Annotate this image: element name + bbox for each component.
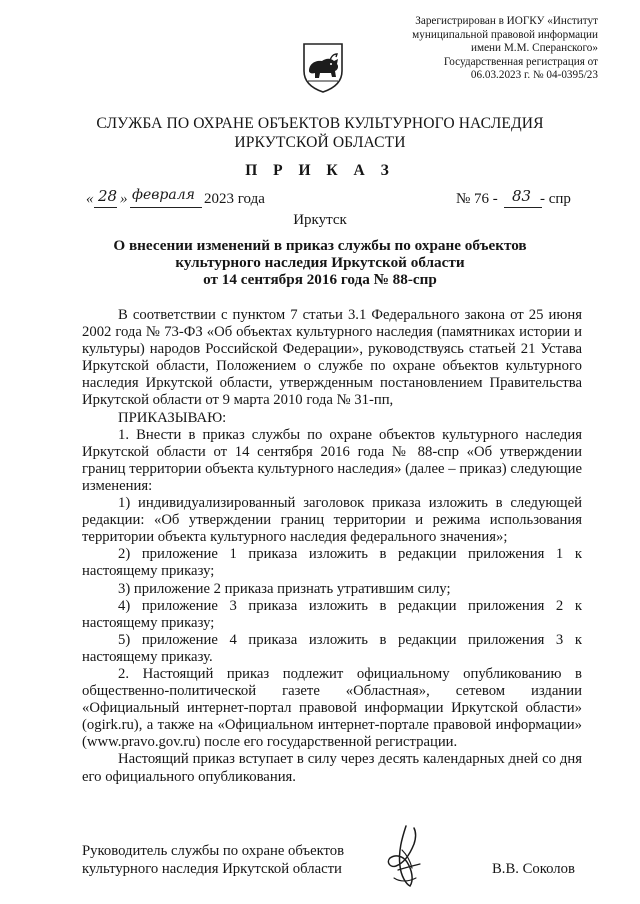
handwritten-signature — [376, 820, 432, 890]
number-prefix: № 76 - — [456, 191, 498, 207]
registration-line: Зарегистрирован в ИОГКУ «Институт — [415, 15, 598, 27]
date-open-quote: « — [86, 191, 94, 207]
paragraph-effective: Настоящий приказ вступает в силу через десять календарных дней со дня его официального опубликования. — [82, 751, 582, 785]
paragraph-subitem-1: 1) индивидуализированный заголовок приказа изложить в следующей редакции: «Об утверждении границ территории и режима использования территории объекта культурного наследия федерального значения»; — [82, 495, 582, 546]
paragraph-preamble: В соответствии с пунктом 7 статьи 3.1 Федерального закона от 25 июня 2002 года № 73-ФЗ «Об объектах культурного наследия (памятниках истории и культуры) народов Российской Федерации», руководствуясь статьей 21 Устава Иркутской области, Положением о службе по охране объектов культурного наследия Иркутской области, утвержденным постановлением Правительства Иркутской области от 9 марта 2010 года № 31-пп, — [82, 307, 582, 409]
paragraph-item-2: 2. Настоящий приказ подлежит официальному опубликованию в общественно-политической газете «Областная», сетевом издании «Официальный интернет-портал правовой информации Иркутской области» (ogirk.ru), а также на «Официальном интернет-портале правовой информации» (www.pravo.gov.ru) после его государственной регистрации. — [82, 665, 582, 751]
date-day-handwritten: 28 — [98, 187, 118, 205]
signatory-position — [82, 843, 344, 878]
paragraph-item-1: 1. Внести в приказ службы по охране объектов культурного наследия Иркутской области от 14 сентября 2016 года № 88-спр «Об утверждении границ территории объекта культурного наследия» (далее – приказ) следующие изменения: — [82, 426, 582, 494]
order-title: П Р И К А З — [245, 162, 395, 179]
agency-line: ИРКУТСКОЙ ОБЛАСТИ — [234, 134, 406, 151]
number-underline — [504, 207, 542, 208]
registration-line: муниципальной правовой информации — [412, 28, 598, 41]
paragraph-order-word: ПРИКАЗЫВАЮ: — [118, 409, 227, 426]
coat-of-arms-icon — [300, 41, 346, 93]
order-body — [82, 307, 582, 786]
number-handwritten: 83 — [512, 187, 532, 205]
paragraph-subitem-4: 4) приложение 3 приказа изложить в редакции приложения 2 к настоящему приказу; — [82, 597, 582, 631]
order-subject — [40, 237, 600, 289]
number-suffix: - спр — [540, 191, 571, 207]
agency-name — [40, 114, 600, 152]
registration-line: Государственная регистрация от — [443, 55, 598, 68]
agency-line: СЛУЖБА ПО ОХРАНЕ ОБЪЕКТОВ КУЛЬТУРНОГО НАСЛЕДИЯ — [96, 115, 544, 132]
subject-line: культурного наследия Иркутской области — [175, 254, 465, 272]
date-month-handwritten: февраля — [132, 187, 195, 203]
date-year: 2023 года — [204, 191, 265, 207]
date-day-underline — [94, 207, 117, 208]
date-month-underline — [130, 207, 202, 208]
date-close-quote: » — [120, 191, 128, 207]
position-line: Руководитель службы по охране объектов — [82, 843, 345, 859]
paragraph-subitem-2: 2) приложение 1 приказа изложить в редакции приложения 1 к настоящему приказу; — [82, 546, 582, 580]
subject-line: О внесении изменений в приказ службы по охране объектов — [113, 237, 527, 254]
registration-line: имени М.М. Сперанского» — [471, 42, 598, 55]
subject-line: от 14 сентября 2016 года № 88-спр — [203, 271, 437, 289]
paragraph-subitem-5: 5) приложение 4 приказа изложить в редакции приложения 3 к настоящему приказу. — [82, 631, 582, 665]
position-line: культурного наследия Иркутской области — [82, 860, 342, 877]
registration-stamp — [360, 15, 598, 83]
registration-line: 06.03.2023 г. № 04-0395/23 — [470, 69, 598, 82]
paragraph-subitem-3: 3) приложение 2 приказа признать утратившим силу; — [118, 580, 451, 597]
city: Иркутск — [293, 212, 347, 228]
signatory-name: В.В. Соколов — [492, 861, 575, 877]
